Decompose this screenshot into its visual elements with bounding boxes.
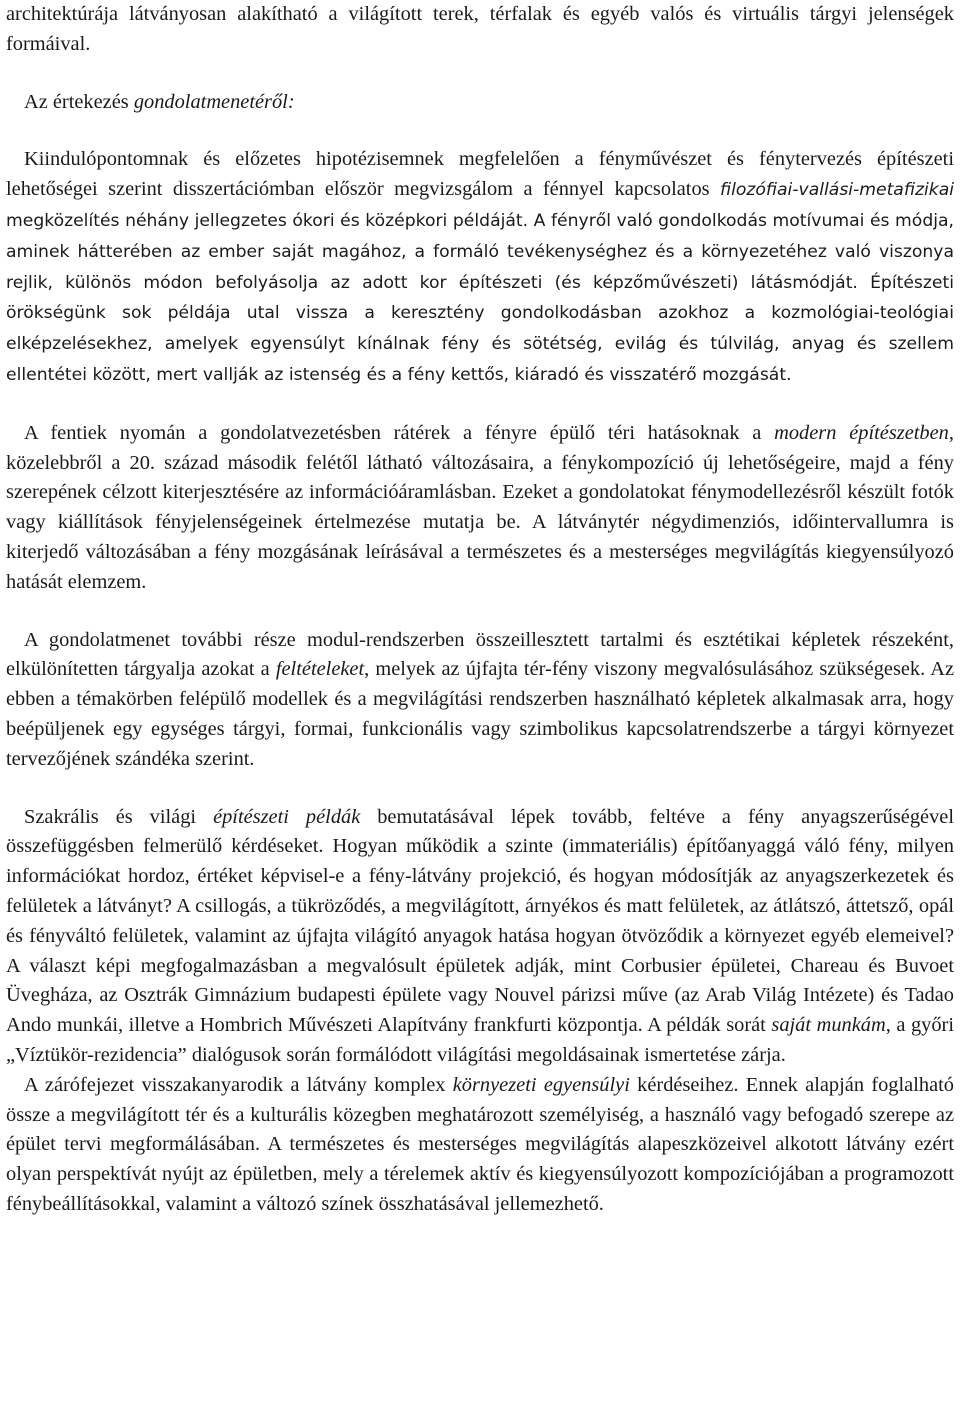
italic-run: gondolatmenetéről: [133,90,295,113]
paragraph-intro-heading [6,88,954,118]
text-run: Kiindulópontomnak és előzetes hipotézisemnek megfelelően a fényművészet és fénytervezés építészeti lehetőségei szerint disszertációmban először megvizsgálom a fénnyel kapcsolatos [6,148,954,201]
text-run: , a győri „Víztükör-rezidencia” dialógusok során formálódott világítási megoldásainak ismertetése zárja. [6,1014,954,1066]
text-run: , közelebbről a 20. század második felétől látható változásaira, a fénykompozíció új lehetőségeire, majd a fény szerepének célzott kiterjesztésére az információáramlásban. Ezeket a gondolatokat fénymodellezésről készült fotók vagy kiállítások fényjelenségeinek értelmezése mutatja be. A látványtér négydimenziós, időintervallumra is kiterjedő változásában a fény mozgásának leírásával a természetes és a mesterséges megvilágítás kiegyensúlyozó hatását elemzem. [6,421,954,593]
italic-run: filozófiai-vallási-metafizikai [719,180,954,201]
paragraph-module-system [6,626,954,775]
text-run: Szakrális és világi [24,805,214,828]
text-run: architektúrája látványosan alakítható a világított terek, térfalak és egyéb valós és virtuális tárgyi jelenségek formáival. [6,3,954,55]
italic-run: környezeti egyensúlyi [452,1073,630,1096]
italic-run: feltételeket [275,658,365,681]
text-run: A gondolatmenet további része modul-rendszerben összeillesztett tartalmi és esztétikai képletek részeként, elkülönítetten tárgyalja azokat a [6,628,954,681]
italic-run: építészeti példák [213,805,361,828]
document-page [6,0,954,1220]
paragraph-examples [6,803,954,1071]
text-run: A zárófejezet visszakanyarodik a látvány komplex [24,1073,453,1096]
text-run: megközelítés néhány jellegzetes ókori és középkori példáját. A fényről való gondolkodás motívumai és módja, aminek hátterében az ember saját magához, a formáló tevékenységhez és a környezetéhez való viszonya rejlik, különös módon befolyásolja az adott kor építészeti (és képzőművészeti) látásmódját. Építészeti örökségünk sok példája utal vissza a keresztény gondolkodásban azokhoz a kozmológiai-teológiai elképzelésekhez, amelyek egyensúlyt kínálnak fény és sötétség, evilág és túlvilág, anyag és szellem ellentétei között, mert vallják az istenség és a fény kettős, kiáradó és visszatérő mozgását. [6,210,954,385]
text-run: , melyek az újfajta tér-fény viszony megvalósulásához szükségesek. Az ebben a témakörben felépülő modellek és a megvilágítási rendszerben használható képletek alkalmasak arra, hogy beépüljenek egy egységes tárgyi, formai, funkcionális vagy szimbolikus kapcsolatrendszerbe a tárgyi környezet tervezőjének szándéka szerint. [6,658,954,770]
italic-run: modern építészetben [774,421,949,444]
text-run: bemutatásával lépek tovább, feltéve a fény anyagszerűségével összefüggésben felmerülő kérdéseket. Hogyan működik a szinte (immateriális) építőanyaggá váló fény, milyen információkat hordoz, értéket képvisel-e a fény-látvány projekció, és hogyan módosítják az anyagszerkezetek és felületek a látványt? A csillogás, a tükröződés, a megvilágított, árnyékos és matt felületek, az átlátszó, áttetsző, opál és fényváltó felületek, valamint az újfajta világító anyagok hatása hogyan ötvöződik a környezet egyéb elemeivel? A választ képi megfogalmazásban a megvalósult épületek adják, mint Corbusier épületei, Chareau és Buvoet Üvegháza, az Osztrák Gimnázium budapesti épülete vagy Nouvel párizsi műve (az Arab Világ Intézete) és Tadao Ando munkái, illetve a Hombrich Művészeti Alapítvány frankfurti központja. A példák sorát [6,805,954,1037]
text-run: A fentiek nyomán a gondolatvezetésben rátérek a fényre épülő téri hatásoknak a [24,421,775,444]
italic-run: saját munkám [771,1014,886,1037]
text-run: kérdéseihez. Ennek alapján foglalható össze a megvilágított tér és a kulturális közegben meghatározott személyiség, a használó vagy befogadó szerepe az épület tervi megformálásában. A természetes és mesterséges megvilágítás alapeszközeivel alkotott látvány ezért olyan perspektívát nyújt az épületben, mely a térelemek aktív és kiegyensúlyozott kompozíciójában a programozott fénybeállításokkal, valamint a változó színek összhatásával jellemezhető. [6,1073,954,1215]
paragraph-philosophical [6,145,954,390]
paragraph-continuation [6,0,954,60]
paragraph-closing-chapter [6,1071,954,1220]
text-run: Az értekezés [24,90,134,113]
paragraph-modern-architecture [6,419,954,598]
